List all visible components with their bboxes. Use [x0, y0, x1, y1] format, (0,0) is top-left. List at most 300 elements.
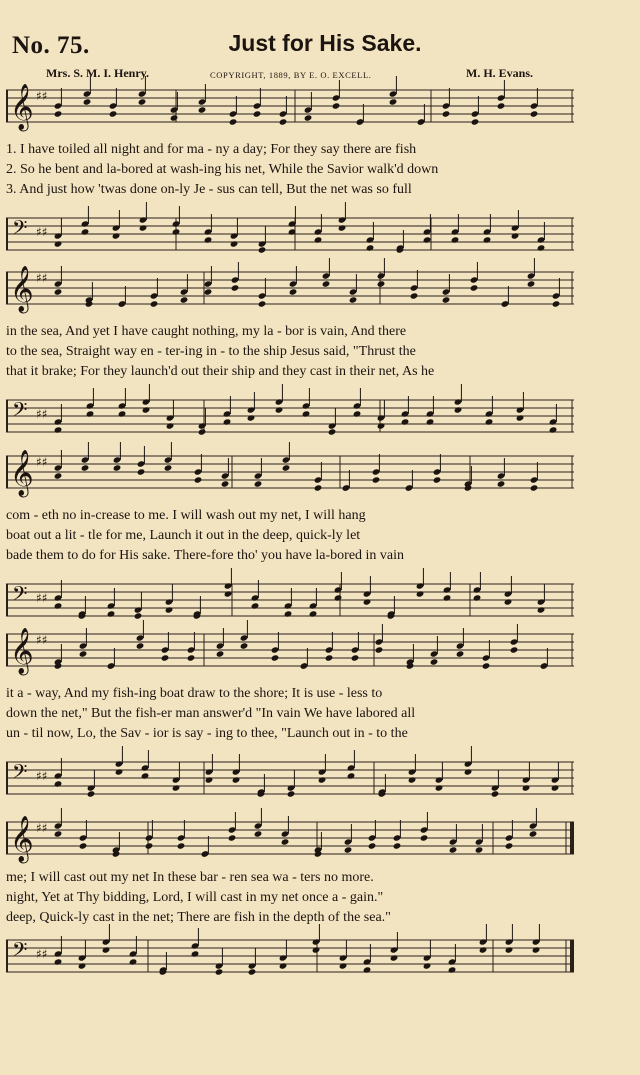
note-chord [540, 648, 549, 670]
note-chord [253, 88, 262, 118]
note-chord [112, 210, 121, 240]
notehead [551, 784, 560, 791]
notehead [338, 224, 347, 231]
note-chord [530, 88, 539, 118]
note-chord [304, 92, 313, 122]
treble-staff-engraving [6, 84, 574, 130]
notehead [229, 118, 238, 125]
notehead [191, 950, 200, 957]
note-chord [442, 274, 451, 304]
notehead [54, 958, 63, 965]
note-chord [134, 592, 143, 620]
note-chord [248, 948, 257, 976]
note-chord [551, 762, 560, 792]
notehead [339, 962, 348, 969]
notehead [54, 602, 63, 609]
note-chord [228, 812, 237, 842]
note-chord [529, 808, 538, 838]
note-chord [332, 80, 341, 110]
notehead [377, 280, 386, 287]
bass-clef-icon: 𝄢 [12, 216, 28, 244]
note-chord [78, 940, 87, 970]
notehead [530, 484, 539, 491]
bass-staff [6, 758, 574, 798]
notehead [54, 240, 63, 247]
notehead [79, 842, 88, 849]
note-chord [81, 206, 90, 236]
treble-staff [6, 816, 574, 862]
notehead [430, 658, 439, 665]
notehead [332, 102, 341, 109]
note-chord [221, 458, 230, 488]
treble-staff-engraving [6, 450, 574, 496]
key-signature-icon: ♯♯ [36, 89, 48, 103]
note-chord [368, 820, 377, 850]
notehead [150, 300, 159, 307]
treble-staff [6, 628, 574, 674]
notehead [454, 406, 463, 413]
notehead [253, 110, 262, 117]
notehead [322, 280, 331, 287]
note-chord [377, 258, 386, 288]
lyric-line-verse-2: 2. So he bent and la-bored at wash-ing his net, While the Savior walk'd down [6, 162, 439, 177]
notehead [109, 110, 118, 117]
bass-staff [6, 396, 574, 436]
notehead [258, 246, 267, 253]
notehead [372, 476, 381, 483]
note-chord [232, 754, 241, 784]
notehead [464, 768, 473, 775]
notehead [102, 946, 111, 953]
note-chord [161, 632, 170, 662]
notehead [505, 946, 514, 953]
notehead [230, 240, 239, 247]
notehead [471, 118, 480, 125]
note-chord [198, 408, 207, 436]
note-chord [464, 466, 473, 492]
note-chord [215, 948, 224, 976]
notehead [177, 842, 186, 849]
notehead [505, 842, 514, 849]
note-chord [79, 820, 88, 850]
notehead [442, 296, 451, 303]
note-chord [54, 266, 63, 296]
notehead [479, 946, 488, 953]
treble-staff-engraving [6, 628, 574, 674]
notehead [187, 654, 196, 661]
note-chord [201, 836, 210, 858]
notehead [258, 300, 267, 307]
notehead [205, 776, 214, 783]
note-chord [177, 820, 186, 850]
note-chord [433, 454, 442, 484]
notehead [393, 842, 402, 849]
key-signature-icon: ♯♯ [36, 591, 48, 605]
notehead [224, 590, 233, 597]
note-chord [85, 282, 94, 308]
key-signature-icon: ♯♯ [36, 633, 48, 647]
notehead [275, 406, 284, 413]
note-chord [54, 218, 63, 248]
notehead [423, 236, 432, 243]
note-chord [302, 388, 311, 418]
note-chord [325, 632, 334, 662]
treble-clef-icon: 𝄞 [10, 450, 34, 496]
notehead [511, 232, 520, 239]
key-signature-icon: ♯♯ [36, 225, 48, 239]
note-chord [275, 384, 284, 414]
note-chord [406, 644, 415, 670]
notehead [504, 598, 513, 605]
notehead [483, 236, 492, 243]
note-chord [442, 88, 451, 118]
bass-staff-engraving [6, 396, 574, 436]
note-chord [501, 286, 510, 308]
note-chord [191, 928, 200, 958]
note-chord [344, 824, 353, 854]
notehead [145, 842, 154, 849]
note-chord [334, 572, 343, 602]
notehead [312, 946, 321, 953]
notehead [279, 118, 288, 125]
note-chord [389, 76, 398, 106]
note-chord [240, 620, 249, 650]
notehead [223, 418, 232, 425]
treble-staff-engraving [6, 816, 574, 862]
notehead [423, 962, 432, 969]
bass-staff-engraving [6, 758, 574, 798]
note-chord [87, 770, 96, 798]
note-chord [530, 462, 539, 492]
notehead [443, 594, 452, 601]
notehead [420, 834, 429, 841]
note-chord [109, 88, 118, 118]
notehead [309, 610, 318, 617]
notehead [448, 966, 457, 973]
bass-staff [6, 936, 574, 976]
notehead [137, 468, 146, 475]
note-chord [113, 442, 122, 472]
notehead [115, 768, 124, 775]
notehead [527, 280, 536, 287]
key-signature-icon: ♯♯ [36, 769, 48, 783]
notehead [228, 834, 237, 841]
lyric-line-verse-1: me; I will cast out my net In these bar - ren sea wa - ters no more. [6, 870, 374, 885]
notehead [107, 610, 116, 617]
note-chord [194, 454, 203, 484]
notehead [314, 484, 323, 491]
note-chord [198, 84, 207, 114]
note-chord [471, 96, 480, 126]
note-chord [405, 470, 414, 492]
note-chord [112, 832, 121, 858]
notehead [410, 292, 419, 299]
notehead [166, 422, 175, 429]
notehead [180, 296, 189, 303]
notehead [54, 110, 63, 117]
notehead [231, 284, 240, 291]
bass-clef-icon: 𝄢 [12, 938, 28, 966]
note-chord [279, 96, 288, 126]
note-chord [314, 832, 323, 858]
lyric-line-verse-1: it a - way, And my fish-ing boat draw to the shore; It is use - less to [6, 686, 383, 701]
notehead [251, 602, 260, 609]
note-chord [393, 820, 402, 850]
note-chord [54, 88, 63, 118]
note-chord [322, 258, 331, 288]
note-chord [254, 458, 263, 488]
bass-clef-icon: 𝄢 [12, 398, 28, 426]
treble-clef-icon: 𝄞 [10, 266, 34, 312]
notehead [164, 464, 173, 471]
notehead [172, 784, 181, 791]
note-chord [339, 940, 348, 970]
notehead [112, 232, 121, 239]
note-chord [552, 278, 561, 308]
note-chord [456, 628, 465, 658]
note-chord [136, 620, 145, 650]
lyric-line-verse-2: to the sea, Straight way en - ter-ing in - to the ship Jesus said, "Thrust the [6, 344, 416, 359]
notehead [516, 414, 525, 421]
notehead [389, 98, 398, 105]
note-chord [86, 388, 95, 418]
treble-staff-engraving [6, 266, 574, 312]
note-chord [139, 202, 148, 232]
notehead [221, 480, 230, 487]
notehead [232, 776, 241, 783]
note-chord [247, 392, 256, 422]
notehead [86, 410, 95, 417]
lyric-line-verse-2: boat out a lit - tle for me, Launch it out in the deep, quick-ly let [6, 528, 361, 543]
note-chord [475, 824, 484, 854]
notehead [54, 780, 63, 787]
note-chord [314, 462, 323, 492]
notehead [522, 784, 531, 791]
notehead [549, 426, 558, 433]
notehead [54, 472, 63, 479]
note-chord [505, 820, 514, 850]
notehead [325, 654, 334, 661]
treble-staff [6, 84, 574, 130]
note-chord [79, 628, 88, 658]
notehead [161, 654, 170, 661]
note-chord [377, 400, 386, 430]
treble-clef-icon: 𝄞 [10, 628, 34, 674]
treble-staff [6, 450, 574, 496]
notehead [353, 410, 362, 417]
notehead [204, 236, 213, 243]
note-chord [454, 384, 463, 414]
notehead [240, 642, 249, 649]
key-signature-icon: ♯♯ [36, 821, 48, 835]
notehead [279, 962, 288, 969]
note-chord [510, 624, 519, 654]
notehead [349, 296, 358, 303]
note-chord [416, 568, 425, 598]
notehead [81, 228, 90, 235]
note-chord [165, 584, 174, 614]
note-chord [497, 80, 506, 110]
note-chord [118, 286, 127, 308]
note-chord [363, 576, 372, 606]
note-chord [282, 442, 291, 472]
key-signature-icon: ♯♯ [36, 455, 48, 469]
bass-staff [6, 580, 574, 620]
note-chord [172, 762, 181, 792]
notehead [248, 968, 257, 975]
note-chord [54, 808, 63, 838]
notehead [390, 954, 399, 961]
notehead [532, 946, 541, 953]
notehead [537, 244, 546, 251]
notehead [456, 650, 465, 657]
note-chord [258, 278, 267, 308]
hymn-title: Just for His Sake. [228, 30, 422, 56]
notehead [204, 288, 213, 295]
note-chord [150, 278, 159, 308]
note-chord [164, 442, 173, 472]
note-chord [491, 770, 500, 798]
note-chord [375, 624, 384, 654]
note-chord [435, 762, 444, 792]
lyric-line-verse-3: un - til now, Lo, the Sav - ior is say - ing to thee, "Launch out in - to the [6, 726, 408, 741]
notehead [198, 428, 207, 435]
note-chord [279, 940, 288, 970]
notehead [344, 846, 353, 853]
note-chord [353, 388, 362, 418]
notehead [475, 846, 484, 853]
notehead [442, 110, 451, 117]
notehead [318, 776, 327, 783]
note-chord [351, 632, 360, 662]
notehead [165, 606, 174, 613]
lyric-line-verse-3: 3. And just how 'twas done on-ly Je - sus can tell, But the net was so full [6, 182, 412, 197]
note-chord [417, 104, 426, 126]
note-chord [347, 750, 356, 780]
note-chord [390, 932, 399, 962]
notehead [282, 464, 291, 471]
notehead [408, 776, 417, 783]
notehead [304, 114, 313, 121]
hymn-number: No. 75. [12, 32, 90, 59]
note-chord [356, 104, 365, 126]
composer-credit: M. H. Evans. [466, 66, 534, 80]
lyric-line-verse-2: night, Yet at Thy bidding, Lord, I will cast in my net once a - gain." [6, 890, 384, 905]
notehead [136, 642, 145, 649]
note-chord [180, 274, 189, 304]
notehead [194, 476, 203, 483]
notehead [141, 772, 150, 779]
note-chord [118, 388, 127, 418]
notehead [254, 830, 263, 837]
notehead [134, 612, 143, 619]
notehead [497, 102, 506, 109]
notehead [139, 224, 148, 231]
notehead [216, 650, 225, 657]
notehead [416, 590, 425, 597]
lyricist-credit: Mrs. S. M. I. Henry. [46, 66, 149, 80]
note-chord [443, 572, 452, 602]
notehead [87, 790, 96, 797]
notehead [118, 410, 127, 417]
notehead [172, 228, 181, 235]
note-chord [288, 206, 297, 236]
note-chord [328, 408, 337, 436]
note-chord [170, 92, 179, 122]
note-chord [537, 584, 546, 614]
notehead [537, 606, 546, 613]
notehead [81, 464, 90, 471]
notehead [470, 284, 479, 291]
note-chord [430, 636, 439, 666]
note-chord [449, 824, 458, 854]
notehead [170, 114, 179, 121]
notehead [491, 790, 500, 797]
notehead [426, 418, 435, 425]
notehead [473, 594, 482, 601]
note-chord [342, 470, 351, 492]
note-chord [287, 770, 296, 798]
note-chord [511, 210, 520, 240]
notehead [79, 650, 88, 657]
note-chord [258, 226, 267, 254]
notehead [113, 464, 122, 471]
notehead [366, 244, 375, 251]
note-chord [142, 384, 151, 414]
lyric-line-verse-1: com - eth no in-crease to me. I will wash out my net, I will hang [6, 508, 366, 523]
note-chord [107, 648, 116, 670]
lyric-line-verse-1: 1. I have toiled all night and for ma - ny a day; For they say there are fish [6, 142, 417, 157]
note-chord [224, 568, 233, 598]
bass-staff [6, 214, 574, 254]
key-signature-icon: ♯♯ [36, 271, 48, 285]
notehead [377, 422, 386, 429]
notehead [368, 842, 377, 849]
notehead [78, 962, 87, 969]
note-chord [408, 754, 417, 784]
note-chord [166, 400, 175, 430]
note-chord [372, 454, 381, 484]
note-chord [300, 648, 309, 670]
lyric-line-verse-3: that it brake; For they launch'd out their ship and they cast in their net, As he [6, 364, 435, 379]
note-chord [216, 628, 225, 658]
note-chord [527, 258, 536, 288]
notehead [334, 594, 343, 601]
notehead [314, 236, 323, 243]
notehead [375, 646, 384, 653]
lyric-line-verse-3: bade them to do for His sake. There-fore tho' you have la-bored in vain [6, 548, 405, 563]
note-chord [204, 266, 213, 296]
note-chord [473, 572, 482, 602]
notehead [284, 610, 293, 617]
bass-staff-engraving [6, 214, 574, 254]
notehead [435, 784, 444, 791]
note-chord [205, 754, 214, 784]
note-chord [81, 442, 90, 472]
note-chord [54, 644, 63, 670]
note-chord [522, 762, 531, 792]
notehead [433, 476, 442, 483]
treble-clef-icon: 𝄞 [10, 84, 34, 130]
note-chord [410, 270, 419, 300]
notehead [482, 662, 491, 669]
notehead [302, 410, 311, 417]
note-chord [271, 632, 280, 662]
note-chord [497, 458, 506, 488]
note-chord [145, 820, 154, 850]
notehead [328, 428, 337, 435]
treble-staff [6, 266, 574, 312]
